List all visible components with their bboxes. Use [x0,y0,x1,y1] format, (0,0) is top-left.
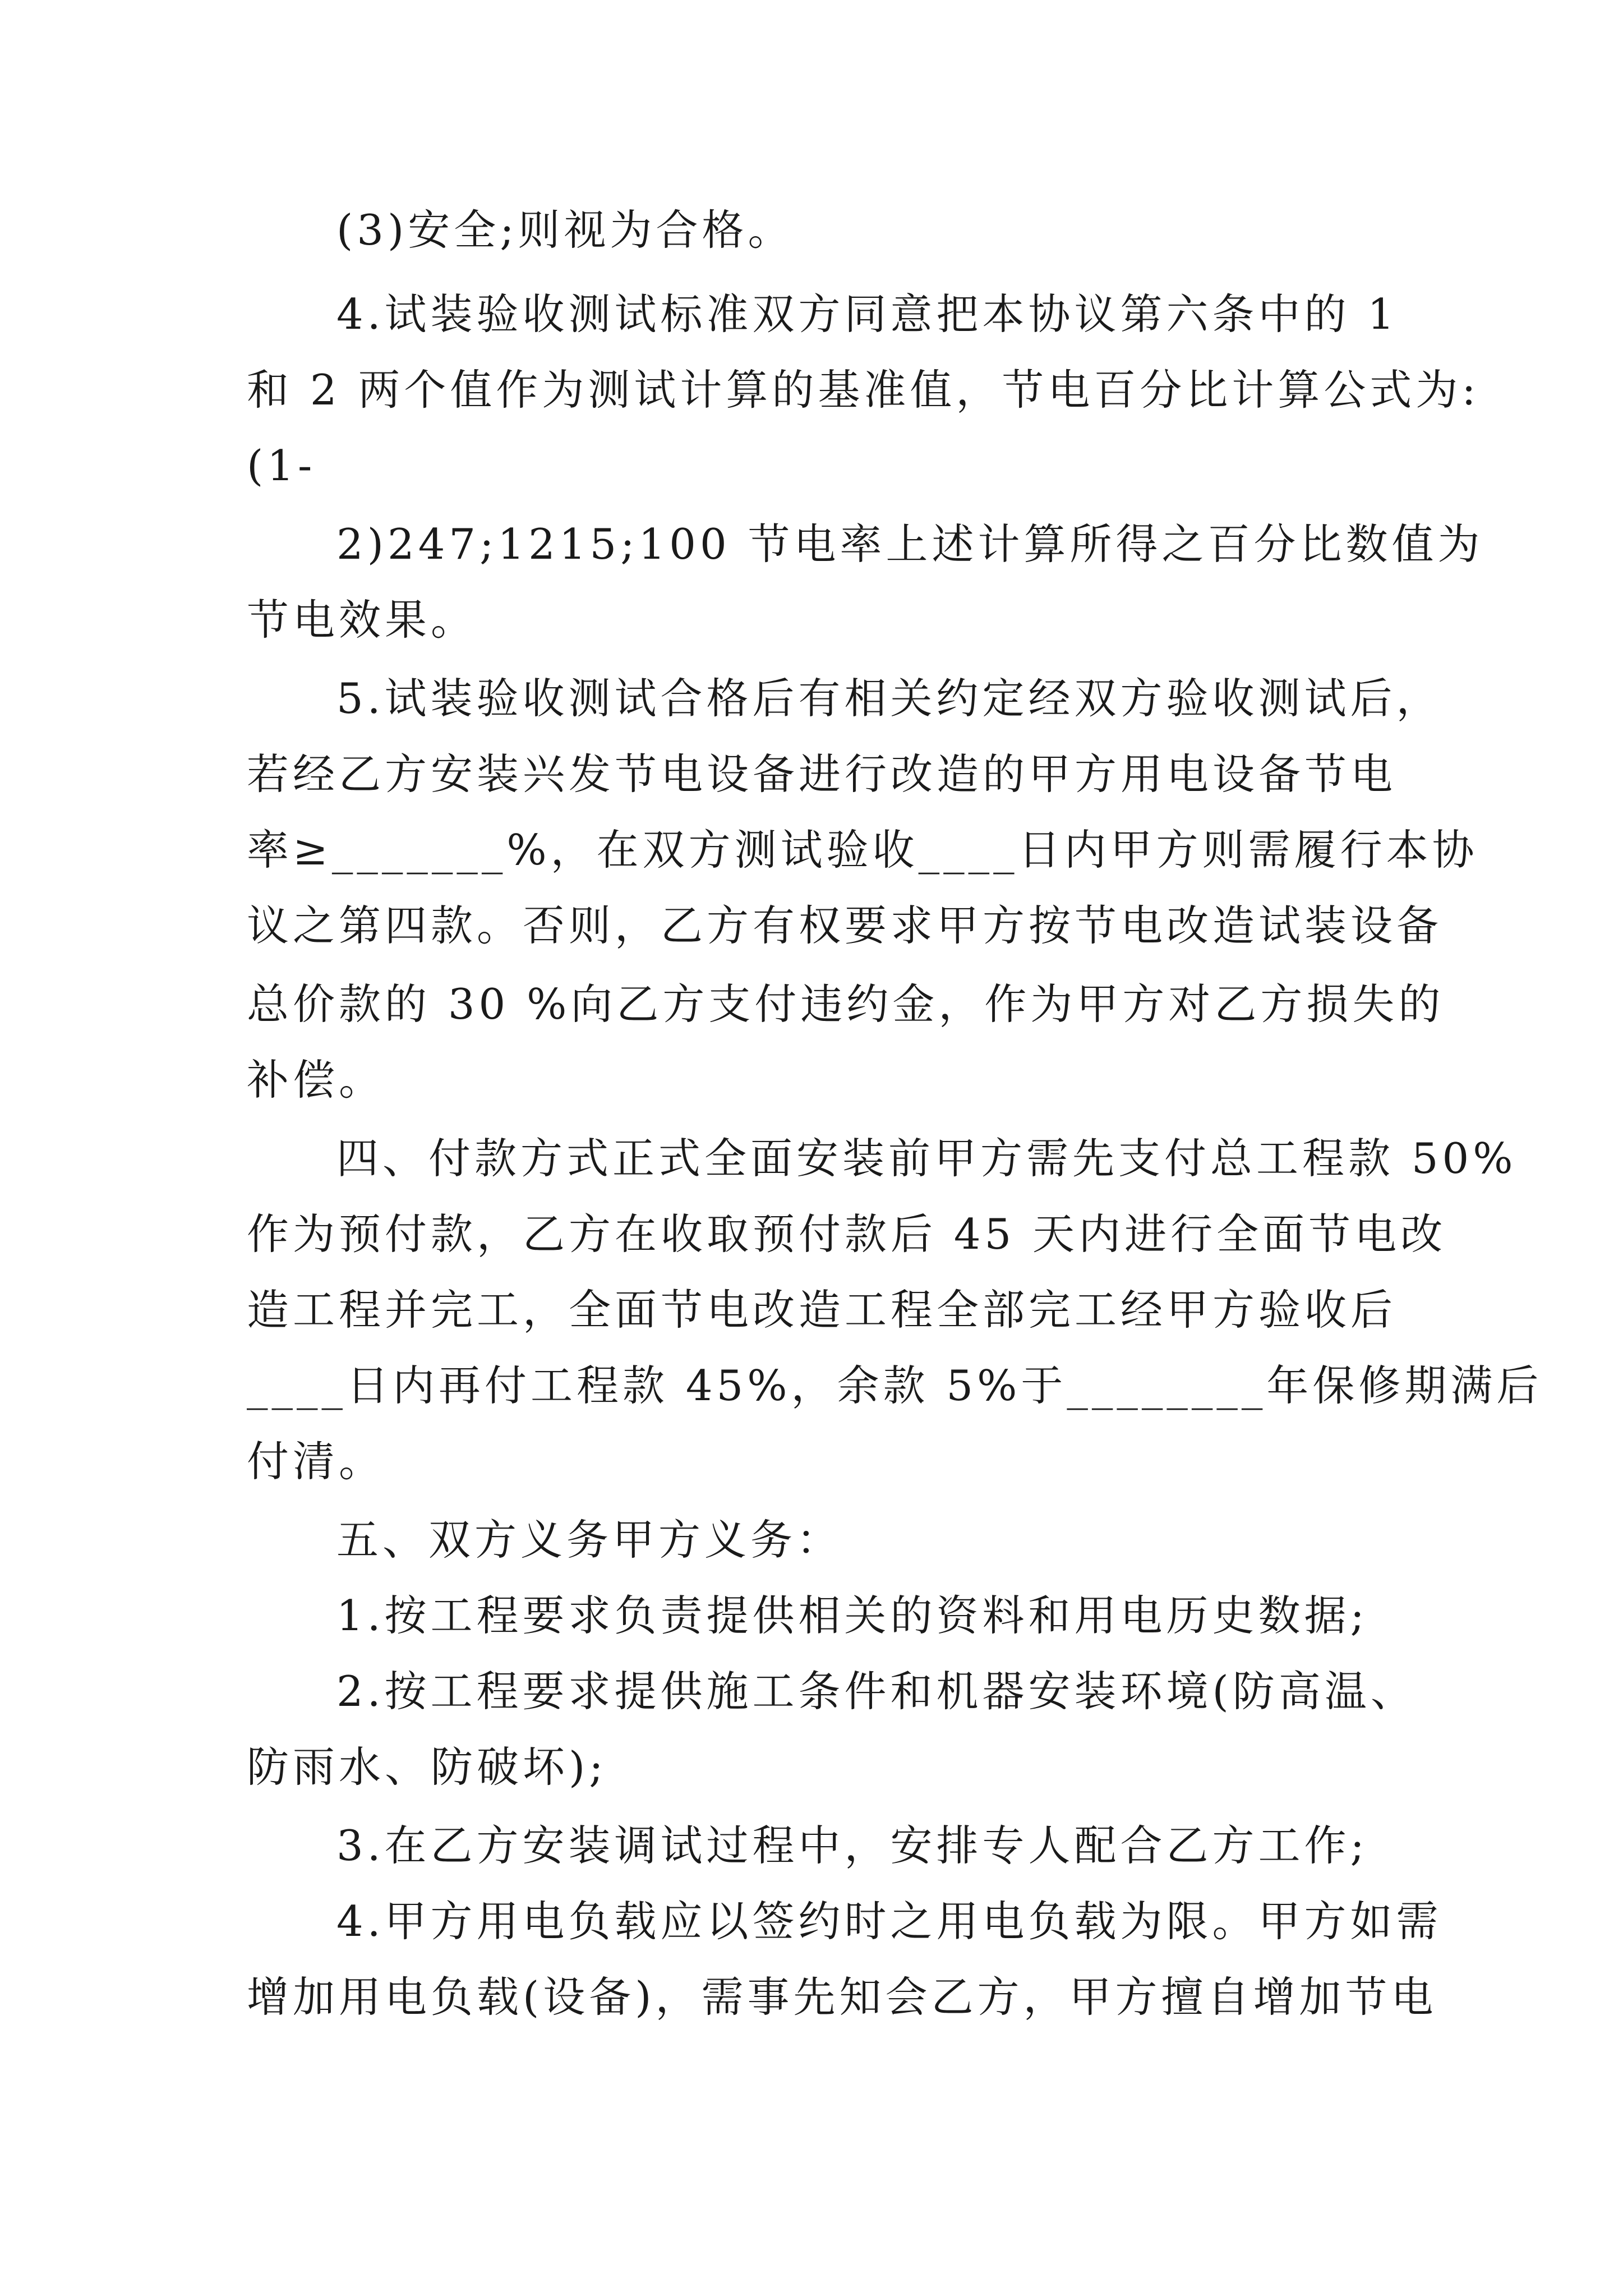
text-line: 造工程并完工，全面节电改造工程全部完工经甲方验收后 [247,1285,1397,1335]
text-line: 总价款的 30 %向乙方支付违约金，作为甲方对乙方损失的 [247,979,1445,1029]
text-line: ____日内再付工程款 45%，余款 5%于________年保修期满后 [247,1361,1543,1410]
text-line: 5.试装验收测试合格后有相关约定经双方验收测试后， [336,674,1442,723]
text-line: 4.试装验收测试标准双方同意把本协议第六条中的 1 [336,289,1399,339]
text-line: 节电效果。 [247,595,477,645]
text-line: (1- [247,441,316,490]
text-line: 3.在乙方安装调试过程中，安排专人配合乙方工作; [336,1821,1368,1870]
text-line: 防雨水、防破坏); [247,1742,607,1792]
text-line: 五、双方义务甲方义务： [336,1515,843,1565]
text-line: 和 2 两个值作为测试计算的基准值，节电百分比计算公式为: [247,365,1480,415]
text-line: 四、付款方式正式全面安装前甲方需先支付总工程款 50% [336,1134,1517,1183]
text-line: 2.按工程要求提供施工条件和机器安装环境(防高温、 [336,1667,1417,1716]
text-line: 付清。 [247,1437,385,1486]
text-line: 4.甲方用电负载应以签约时之用电负载为限。甲方如需 [336,1897,1442,1946]
text-line: 率≥_______%，在双方测试验收____日内甲方则需履行本协 [247,825,1478,875]
text-line: 增加用电负载(设备)，需事先知会乙方，甲方擅自增加节电 [247,1972,1437,2022]
text-line: 作为预付款，乙方在收取预付款后 45 天内进行全面节电改 [247,1209,1447,1259]
text-line: 若经乙方安装兴发节电设备进行改造的甲方用电设备节电 [247,749,1397,799]
text-line: 议之第四款。否则，乙方有权要求甲方按节电改造试装设备 [247,901,1443,950]
text-line: 补偿。 [247,1055,385,1105]
text-line: 1.按工程要求负责提供相关的资料和用电历史数据; [336,1591,1368,1640]
text-line: (3)安全;则视为合格。 [336,205,794,255]
text-line: 2)247;1215;100 节电率上述计算所得之百分比数值为 [336,519,1484,569]
